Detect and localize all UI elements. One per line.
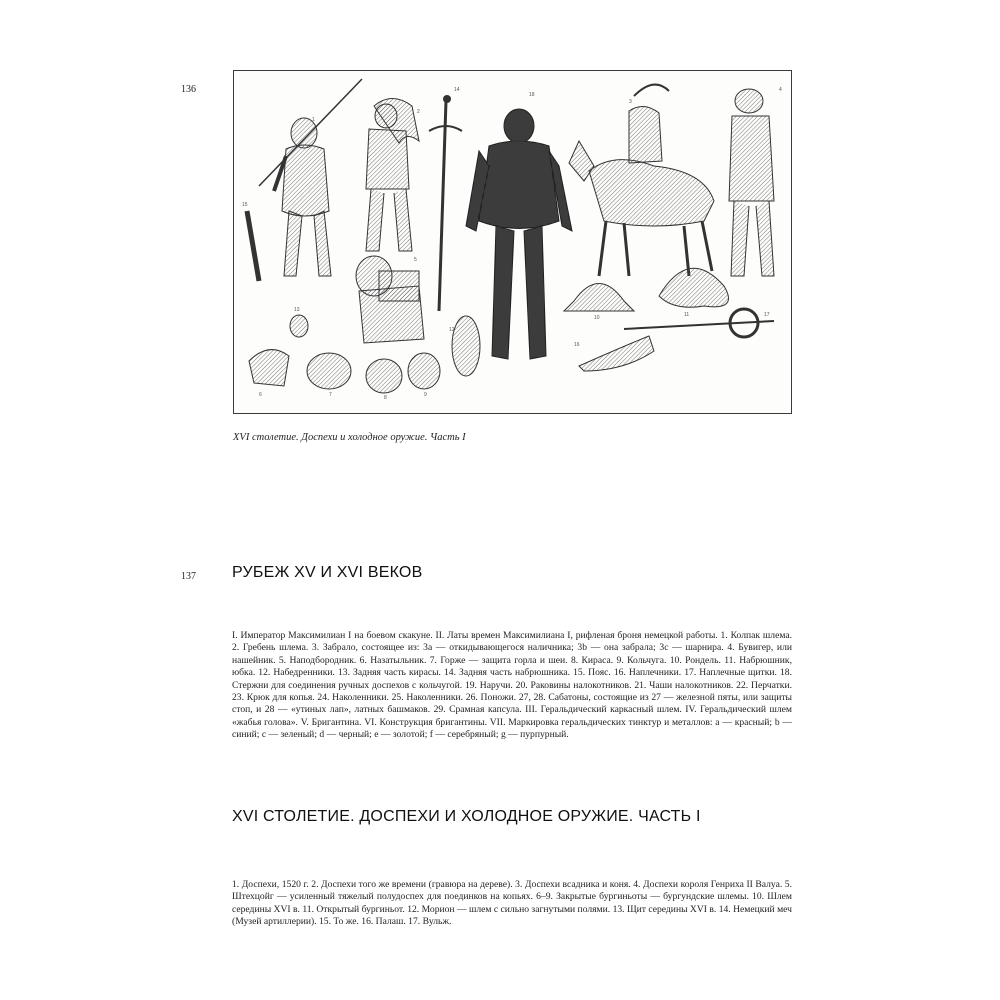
plate-label: 6 <box>259 392 262 398</box>
plate-label: 16 <box>574 342 580 348</box>
plate-label: 9 <box>424 392 427 398</box>
plate-label: 7 <box>329 392 332 398</box>
plate-label: 1 <box>312 117 315 123</box>
figure-stechzeug <box>356 256 424 343</box>
figure-morion-helmets <box>564 268 729 311</box>
armor-engraving-illustration <box>234 71 791 413</box>
page-number-137: 137 <box>181 571 196 582</box>
figure-full-armor-1520 <box>466 109 572 359</box>
figure-armor-henry-ii <box>729 89 774 276</box>
plate-label: 12 <box>449 327 455 333</box>
plate-label: 3 <box>629 99 632 105</box>
figure-armored-knight-with-lance <box>259 79 362 276</box>
plate-label: 18 <box>529 92 535 98</box>
section-heading-xvi-century: XVI СТОЛЕТИЕ. ДОСПЕХИ И ХОЛОДНОЕ ОРУЖИЕ. ЧАСТЬ I <box>232 808 701 825</box>
plate-label: 13 <box>294 307 300 313</box>
plate-label: 10 <box>594 315 600 321</box>
plate-label: 4 <box>779 87 782 93</box>
section-legend-text: 1. Доспехи, 1520 г. 2. Доспехи того же времени (гравюра на дереве). 3. Доспехи всадника и коня. 4. Доспехи короля Генриха II Валуа. 5. Штехцойг — усиленный тяжелый полудоспех для поединков на копьях. 6–9. Закрытые бургиньоты — бургундские шлемы. 10. Шлем середины XVI в. 11. Открытый бургиньот. 12. Морион — шлем с сильно загнутыми полями. 13. Щит середины XVI в. 14. Немецкий меч (Музей артиллерии). 15. То же. 16. Палаш. 17. Вульж. <box>232 879 792 928</box>
figure-german-sword <box>429 95 462 311</box>
plate-label: 17 <box>764 312 770 318</box>
section-heading-turn-of-centuries: РУБЕЖ XV И XVI ВЕКОВ <box>232 564 423 581</box>
section-legend-text: I. Император Максимилиан I на боевом скакуне. II. Латы времен Максимилиана I, рифленая броня немецкой работы. 1. Колпак шлема. 2. Гребень шлема. 3. Забрало, состоящее из: 3a — откидывающегося наличника; 3b — она забрала; 3c — шарнира. 4. Бувигер, или нашейник. 5. Наподбородник. 6. Назатыльник. 7. Горже — защита горла и шеи. 8. Кираса. 9. Кольчуга. 10. Рондель. 11. Набрюшник, юбка. 12. Набедренники. 13. Задняя часть кирасы. 14. Задняя часть набрюшника. 15. Пояс. 16. Наплечники. 17. Наплечные щитки. 18. Стержни для соединения ручных доспехов с кольчугой. 19. Наручи. 20. Раковины налокотников. 21. Чаши налокотников. 22. Перчатки. 23. Крюк для копья. 24. Наколенники. 25. Наколенники. 26. Поножи. 27, 28. Сабатоны, состоящие из 27 — железной пяты, или защиты стоп, и 28 — «утиных лап», латных башмаков. 29. Срамная капсула. III. Геральдический каркасный шлем. IV. Геральдический шлем «жабья голова». V. Бригантина. VI. Конструкция бригантины. VII. Маркировка геральдических тинктур и металлов: a — красный; b — синий; c — зеленый; d — черный; e — золотой; f — серебряный; g — пурпурный. <box>232 630 792 741</box>
plate-label: 2 <box>417 109 420 115</box>
plate-label: 5 <box>414 257 417 263</box>
plate-label: 14 <box>454 87 460 93</box>
plate-caption: XVI столетие. Доспехи и холодное оружие. Часть I <box>233 432 466 443</box>
figure-shield <box>452 316 480 376</box>
plate-label: 11 <box>684 312 690 318</box>
plate-label: 8 <box>384 395 387 401</box>
figure-horse-and-rider <box>569 85 714 276</box>
engraving-plate <box>233 70 792 414</box>
figure-armor-woodcut <box>366 99 419 252</box>
figure-glaive <box>579 309 774 371</box>
figure-short-sword <box>247 211 259 281</box>
plate-label: 15 <box>242 202 248 208</box>
page-number-136: 136 <box>181 84 196 95</box>
